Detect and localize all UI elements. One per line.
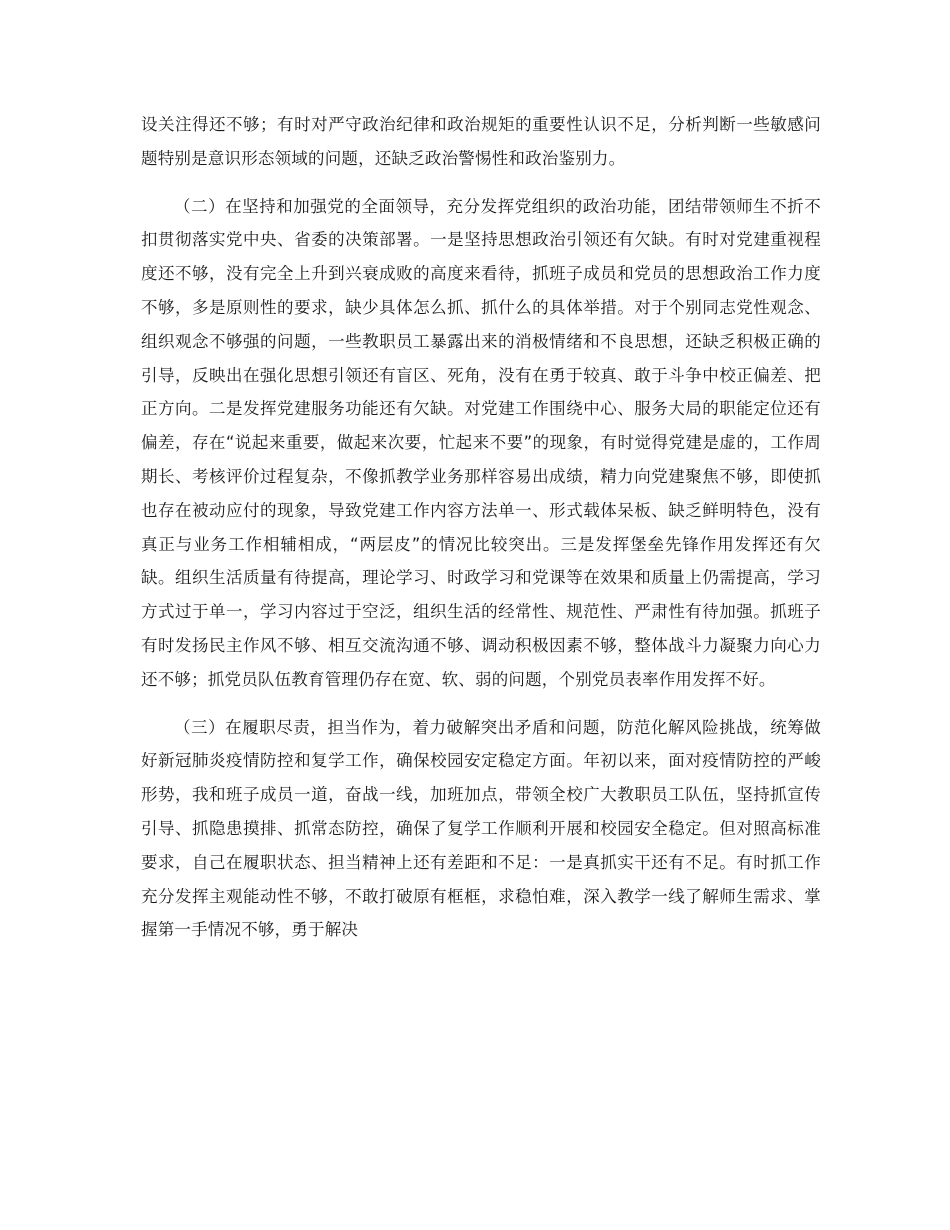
paragraph-continuation: 设关注得还不够；有时对严守政治纪律和政治规矩的重要性认识不足，分析判断一些敏感问题特别是意识形态领域的问题，还缺乏政治警惕性和政治鉴别力。 [141, 115, 821, 168]
document-body [141, 108, 821, 947]
paragraph-section-3: （三）在履职尽责，担当作为，着力破解突出矛盾和问题，防范化解风险挑战，统筹做好新冠肺炎疫情防控和复学工作，确保校园安定稳定方面。年初以来，面对疫情防控的严峻形势，我和班子成员一道，奋战一线，加班加点，带领全校广大教职员工队伍，坚持抓宣传引导、抓隐患摸排、抓常态防控，确保了复学工作顺利开展和校园安全稳定。但对照高标准要求，自己在履职状态、担当精神上还有差距和不足：一是真抓实干还有不足。有时抓工作充分发挥主观能动性不够，不敢打破原有框框，求稳怕难，深入教学一线了解师生需求、掌握第一手情况不够，勇于解决 [141, 717, 821, 940]
paragraph-section-2: （二）在坚持和加强党的全面领导，充分发挥党组织的政治功能，团结带领师生不折不扣贯彻落实党中央、省委的决策部署。一是坚持思想政治引领还有欠缺。有时对党建重视程度还不够，没有完全上升到兴衰成败的高度来看待，抓班子成员和党员的思想政治工作力度不够，多是原则性的要求，缺少具体怎么抓、抓什么的具体举措。对于个别同志党性观念、组织观念不够强的问题，一些教职员工暴露出来的消极情绪和不良思想，还缺乏积极正确的引导，反映出在强化思想引领还有盲区、死角，没有在勇于较真、敢于斗争中校正偏差、把正方向。二是发挥党建服务功能还有欠缺。对党建工作围绕中心、服务大局的职能定位还有偏差，存在“说起来重要，做起来次要，忙起来不要”的现象，有时觉得党建是虚的，工作周期长、考核评价过程复杂，不像抓教学业务那样容易出成绩，精力向党建聚焦不够，即使抓也存在被动应付的现象，导致党建工作内容方法单一、形式载体呆板、缺乏鲜明特色，没有真正与业务工作相辅相成，“两层皮”的情况比较突出。三是发挥堡垒先锋作用发挥还有欠缺。组织生活质量有待提高，理论学习、时政学习和党课等在效果和质量上仍需提高，学习方式过于单一，学习内容过于空泛，组织生活的经常性、规范性、严肃性有待加强。抓班子有时发扬民主作风不够、相互交流沟通不够、调动积极因素不够，整体战斗力凝聚力向心力还不够；抓党员队伍教育管理仍存在宽、软、弱的问题，个别党员表率作用发挥不好。 [141, 196, 821, 689]
